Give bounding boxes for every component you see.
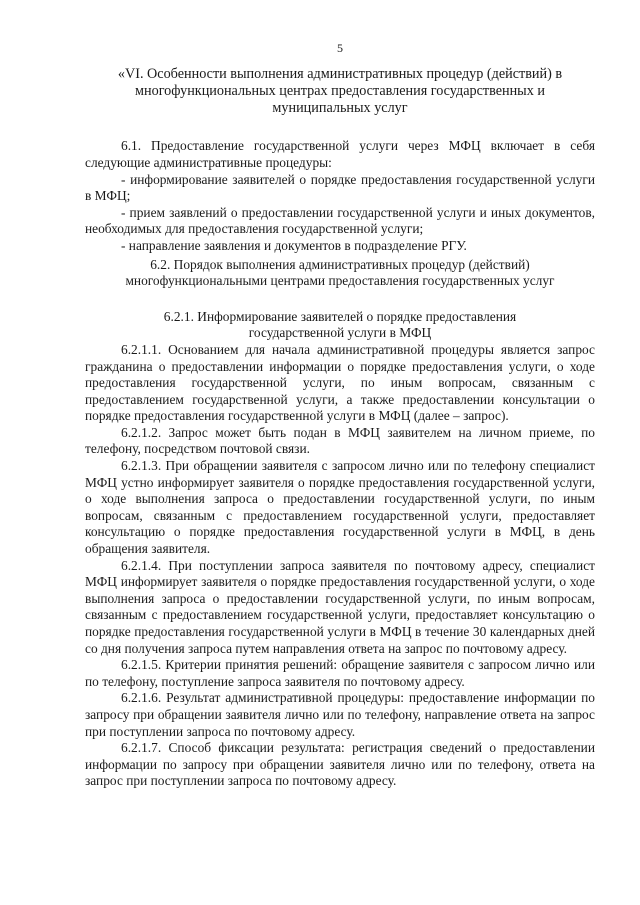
list-item-informing: - информирование заявителей о порядке предоставления государственной услуги в МФЦ; xyxy=(85,171,595,204)
document-page xyxy=(85,0,595,790)
list-item-forwarding: - направление заявления и документов в подразделение РГУ. xyxy=(121,237,467,253)
section-6-2-1 xyxy=(85,342,595,790)
paragraph-6-2-1-5: 6.2.1.5. Критерии принятия решений: обращение заявителя с запросом лично или по телефону, поступление запроса заявителя по почтовому адресу. xyxy=(85,657,595,689)
section-6-1 xyxy=(85,138,595,254)
paragraph-6-1: 6.1. Предоставление государственной услуги через МФЦ включает в себя следующие административные процедуры: xyxy=(85,138,595,170)
paragraph-6-2-1-2: 6.2.1.2. Запрос может быть подан в МФЦ заявителем на личном приеме, по телефону, посредством почтовой связи. xyxy=(85,424,595,457)
section-title: «VI. Особенности выполнения административных процедур (действий) в многофункциональных центрах предоставления государственных и муниципальных услуг xyxy=(117,66,563,116)
paragraph-6-2-1-7: 6.2.1.7. Способ фиксации результата: регистрация сведений о предоставлении информации по запросу при обращении заявителя лично или по телефону, ответа на запрос при поступлении запроса по почтовому адресу. xyxy=(85,740,595,789)
heading-6-2: 6.2. Порядок выполнения административных процедур (действий) многофункциональными центрами предоставления государственных услуг xyxy=(125,256,555,289)
list-item-receiving: - прием заявлений о предоставлении государственной услуги и иных документов, необходимых для предоставления государственной услуги; xyxy=(85,204,595,237)
page-number: 5 xyxy=(337,41,343,55)
paragraph-6-2-1-1: 6.2.1.1. Основанием для начала административной процедуры является запрос гражданина о предоставлении информации о порядке предоставления услуги, о ходе предоставления государственной услуги, по иным вопросам, связанным с предоставлением государственной услуги, а также предоставлении консультации о порядке предоставления государственной услуги в МФЦ (далее – запрос). xyxy=(85,341,595,424)
paragraph-6-2-1-4: 6.2.1.4. При поступлении запроса заявителя по почтовому адресу, специалист МФЦ информирует заявителя о порядке предоставления государственной услуги, о ходе выполнения запроса о предоставлении государственной услуги, по иным вопросам, связанным с предоставлением государственной услуги, предоставляет консультацию о порядке предоставления государственной услуги в МФЦ в течение 30 календарных дней со дня получения запроса путем направления ответа на запрос по почтовому адресу. xyxy=(85,557,595,656)
heading-6-2-1: 6.2.1. Информирование заявителей о порядке предоставления государственной услуги в МФЦ xyxy=(163,308,517,341)
paragraph-6-2-1-3: 6.2.1.3. При обращении заявителя с запросом лично или по телефону специалист МФЦ устно информирует заявителя о порядке предоставления государственной услуги, о ходе выполнения запроса о предоставлении государственной услуги, по иным вопросам, связанным с предоставлением государственной услуги, предоставляет консультацию о порядке предоставления государственной услуги в МФЦ, в день обращения заявителя. xyxy=(85,458,595,557)
paragraph-6-2-1-6: 6.2.1.6. Результат административной процедуры: предоставление информации по запросу при обращении заявителя лично или по телефону, направление ответа на запрос при поступлении запроса по почтовому адресу. xyxy=(85,690,595,739)
